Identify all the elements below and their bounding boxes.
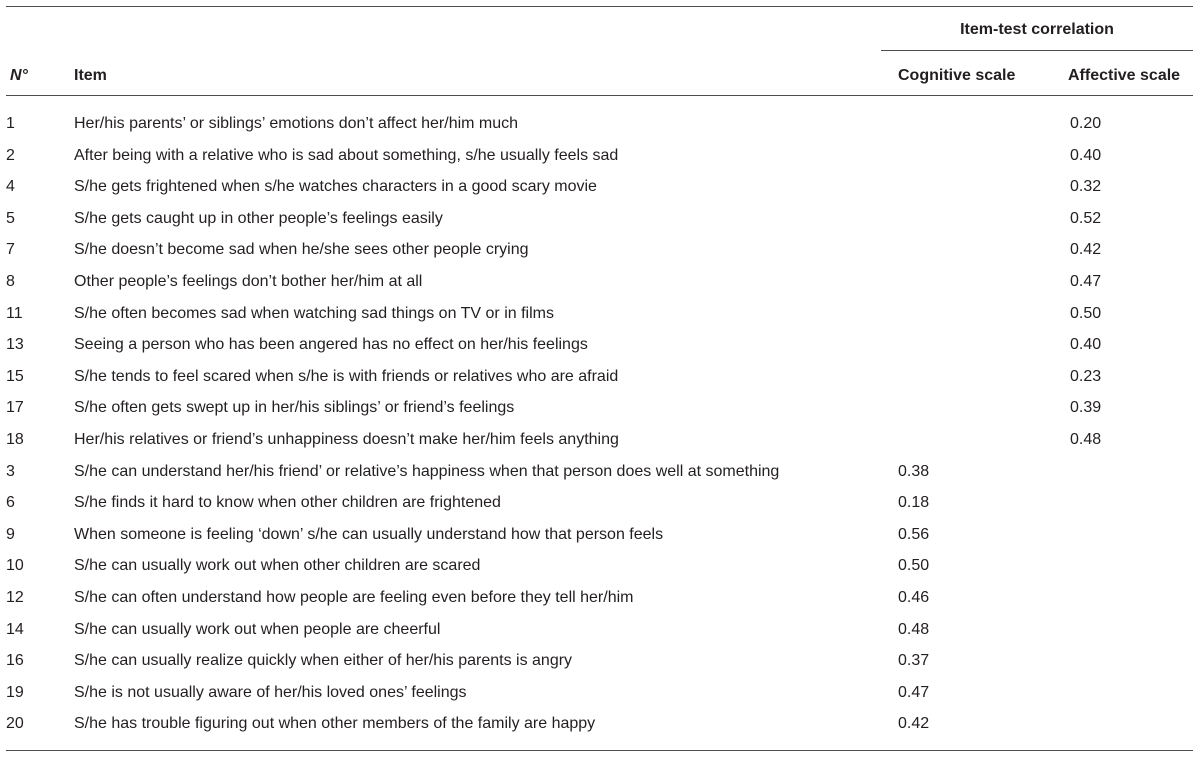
affective-scale-cell: 0.52 (1070, 209, 1102, 227)
table-top-rule (6, 6, 1193, 7)
cognitive-scale-cell: 0.18 (898, 494, 930, 512)
row-number-cell: 10 (6, 557, 24, 575)
item-text-cell: S/he often becomes sad when watching sad things on TV or in films (74, 304, 554, 322)
table-row (6, 645, 1193, 677)
row-number-cell: 19 (6, 683, 24, 701)
row-number-cell: 15 (6, 367, 24, 385)
table-row (6, 392, 1193, 424)
cognitive-scale-cell: 0.42 (898, 715, 930, 733)
cognitive-scale-cell: 0.48 (898, 620, 930, 638)
row-number-cell: 2 (6, 146, 15, 164)
table-body (6, 108, 1193, 740)
row-number-cell: 20 (6, 715, 24, 733)
row-number-cell: 5 (6, 209, 15, 227)
table-row (6, 708, 1193, 740)
item-text-cell: S/he is not usually aware of her/his loved ones’ feelings (74, 683, 467, 701)
row-number-cell: 6 (6, 494, 15, 512)
table-row (6, 456, 1193, 488)
table-row (6, 329, 1193, 361)
group-header-item-test-correlation: Item-test correlation (960, 21, 1114, 38)
row-number-cell: 3 (6, 462, 15, 480)
table-row (6, 519, 1193, 551)
cognitive-scale-cell: 0.56 (898, 525, 930, 543)
column-header-cognitive-scale: Cognitive scale (898, 67, 1016, 84)
affective-scale-cell: 0.50 (1070, 304, 1102, 322)
column-header-item: Item (74, 67, 107, 84)
table-row (6, 361, 1193, 393)
affective-scale-cell: 0.40 (1070, 146, 1102, 164)
row-number-cell: 13 (6, 336, 24, 354)
row-number-cell: 17 (6, 399, 24, 417)
cognitive-scale-cell: 0.38 (898, 462, 930, 480)
table-row (6, 677, 1193, 709)
item-text-cell: After being with a relative who is sad about something, s/he usually feels sad (74, 146, 619, 164)
cognitive-scale-cell: 0.47 (898, 683, 930, 701)
table-row (6, 266, 1193, 298)
item-text-cell: S/he often gets swept up in her/his siblings’ or friend’s feelings (74, 399, 515, 417)
item-text-cell: S/he can usually work out when other children are scared (74, 557, 481, 575)
affective-scale-cell: 0.40 (1070, 336, 1102, 354)
affective-scale-cell: 0.32 (1070, 178, 1102, 196)
row-number-cell: 4 (6, 178, 15, 196)
row-number-cell: 11 (6, 304, 23, 322)
table-row (6, 234, 1193, 266)
item-text-cell: S/he can usually realize quickly when either of her/his parents is angry (74, 652, 573, 670)
column-header-number: N° (10, 67, 28, 84)
table-bottom-rule (6, 750, 1193, 751)
item-text-cell: S/he doesn’t become sad when he/she sees other people crying (74, 241, 529, 259)
table-row (6, 171, 1193, 203)
table-row (6, 140, 1193, 172)
table-row (6, 550, 1193, 582)
row-number-cell: 14 (6, 620, 24, 638)
table-row (6, 614, 1193, 646)
cognitive-scale-cell: 0.37 (898, 652, 930, 670)
table-row (6, 582, 1193, 614)
affective-scale-cell: 0.47 (1070, 272, 1102, 290)
affective-scale-cell: 0.23 (1070, 367, 1102, 385)
row-number-cell: 8 (6, 272, 15, 290)
table-row (6, 108, 1193, 140)
row-number-cell: 18 (6, 430, 24, 448)
table-row (6, 424, 1193, 456)
cognitive-scale-cell: 0.50 (898, 557, 930, 575)
group-header-rule (881, 50, 1193, 51)
table-row (6, 203, 1193, 235)
header-bottom-rule (6, 95, 1193, 96)
item-text-cell: S/he tends to feel scared when s/he is with friends or relatives who are afraid (74, 367, 619, 385)
item-text-cell: S/he can usually work out when people are cheerful (74, 620, 441, 638)
item-text-cell: S/he gets caught up in other people’s feelings easily (74, 209, 443, 227)
item-text-cell: S/he gets frightened when s/he watches characters in a good scary movie (74, 178, 597, 196)
item-text-cell: S/he can understand her/his friend’ or relative’s happiness when that person does well at something (74, 462, 780, 480)
table-row (6, 298, 1193, 330)
row-number-cell: 12 (6, 588, 24, 606)
affective-scale-cell: 0.20 (1070, 115, 1102, 132)
item-text-cell: S/he has trouble figuring out when other members of the family are happy (74, 715, 596, 733)
table-row (6, 487, 1193, 519)
affective-scale-cell: 0.42 (1070, 241, 1102, 259)
item-text-cell: S/he finds it hard to know when other children are frightened (74, 494, 501, 512)
affective-scale-cell: 0.48 (1070, 430, 1102, 448)
row-number-cell: 9 (6, 525, 15, 543)
item-text-cell: S/he can often understand how people are feeling even before they tell her/him (74, 588, 634, 606)
column-header-affective-scale: Affective scale (1068, 67, 1181, 84)
item-text-cell: Other people’s feelings don’t bother her/him at all (74, 272, 423, 290)
cognitive-scale-cell: 0.46 (898, 588, 930, 606)
row-number-cell: 1 (6, 115, 15, 132)
row-number-cell: 16 (6, 652, 24, 670)
item-text-cell: Seeing a person who has been angered has no effect on her/his feelings (74, 336, 588, 354)
row-number-cell: 7 (6, 241, 15, 259)
item-text-cell: When someone is feeling ‘down’ s/he can usually understand how that person feels (74, 525, 664, 543)
item-text-cell: Her/his relatives or friend’s unhappiness doesn’t make her/him feels anything (74, 430, 619, 448)
item-text-cell: Her/his parents’ or siblings’ emotions don’t affect her/him much (74, 115, 519, 132)
affective-scale-cell: 0.39 (1070, 399, 1102, 417)
